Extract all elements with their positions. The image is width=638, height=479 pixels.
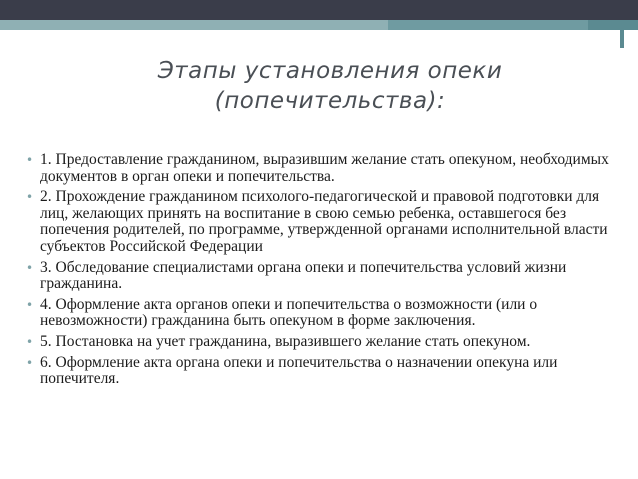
bullet-icon: •: [26, 260, 34, 275]
bullet-icon: •: [26, 355, 34, 370]
accent-bar-left: [0, 20, 388, 30]
slide-title: [60, 56, 600, 116]
accent-bar-right: [588, 20, 638, 30]
list-item: [26, 297, 616, 330]
bullet-icon: •: [26, 153, 34, 167]
slide-title-line-1: Этапы установления опеки: [157, 58, 503, 84]
top-decorative-bar: [0, 0, 638, 20]
list-item-text: 1. Предоставление гражданином, выразившим желание стать опекуном, необходимых документов в орган опеки и попечительства.: [40, 151, 609, 185]
slide-title-line-2: (попечительства):: [214, 88, 446, 114]
list-item-text: 3. Обследование специалистами органа опеки и попечительства условий жизни гражданина.: [40, 258, 567, 293]
list-item-text: 4. Оформление акта органов опеки и попечительства о возможности (или о невозможности) гражданина быть опекуном в форме заключения.: [40, 295, 538, 330]
bullet-icon: •: [26, 190, 34, 205]
list-item-text: 6. Оформление акта органа опеки и попечительства о назначении опекуна или попечителя.: [40, 353, 558, 388]
bullet-icon: •: [26, 297, 34, 312]
bullet-icon: •: [26, 334, 34, 349]
list-item: [26, 260, 616, 293]
list-item: [26, 152, 616, 185]
list-item: [26, 334, 616, 351]
accent-tick: [620, 20, 624, 48]
list-item: [26, 189, 616, 255]
list-item-text: 2. Прохождение гражданином психолого-педагогической и правовой подготовки для лиц, желающих принять на воспитание в свою семью ребенка, оставшегося без попечения родителей, по программе, утвержденной органами исполнительной власти субъектов Российской Федерации: [40, 188, 608, 255]
list-item-text: 5. Постановка на учет гражданина, выразившего желание стать опекуном.: [40, 332, 531, 350]
list-item: [26, 355, 616, 388]
accent-bar-middle: [388, 20, 588, 30]
stages-list: [26, 152, 616, 392]
